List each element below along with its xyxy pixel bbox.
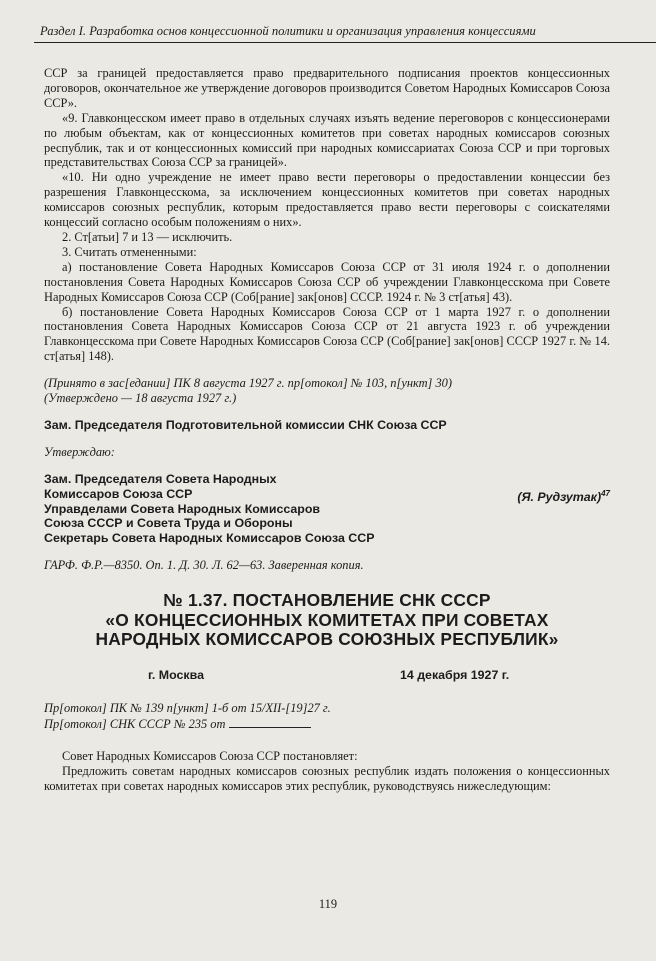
protocol-reference-2: [44, 716, 610, 732]
accepted-note: (Принято в зас[едании] ПК 8 августа 1927 г. пр[отокол] № 103, п[ункт] 30): [44, 376, 452, 391]
signature-line: Зам. Председателя Совета Народных: [44, 471, 277, 486]
paragraph: 3. Считать отмененными:: [62, 244, 197, 259]
deputy-prep-commission: Зам. Председателя Подготовительной комиссии СНК Союза ССР: [44, 417, 447, 432]
signature-block: [44, 472, 610, 547]
approval-label: Утверждаю:: [44, 444, 115, 459]
protocol-reference: Пр[отокол] ПК № 139 п[ункт] 1-б от 15/XII-[19]27 г.: [44, 700, 331, 715]
page-number: 119: [318, 897, 338, 911]
signature-line: Секретарь Совета Народных Комиссаров Союза ССР: [44, 531, 375, 546]
place: г. Москва: [148, 667, 204, 682]
date: 14 декабря 1927 г.: [399, 667, 510, 682]
paragraph: «9. Главконцесском имеет право в отдельных случаях изъять ведение переговоров с концессионерами по любым объектам, как от концессионных комитетов при советах народных комиссаров союзных республик, так и от концессионных комиссий при народных комиссариатах Союза ССР и при торговых представительствах Союза ССР за границей».: [44, 110, 610, 170]
document-title-line: № 1.37. ПОСТАНОВЛЕНИЕ СНК СССР: [163, 590, 491, 611]
resolution-intro: Совет Народных Комиссаров Союза ССР постановляет:: [62, 749, 358, 764]
document-title-line: НАРОДНЫХ КОМИССАРОВ СОЮЗНЫХ РЕСПУБЛИК»: [95, 629, 559, 650]
resolution-text: Предложить советам народных комиссаров союзных республик издать положения о концессионных комитетах при советах народных комиссаров этих республик, руководствуясь нижеследующим:: [44, 764, 610, 794]
archive-reference: ГАРФ. Ф.Р.—8350. Оп. 1. Д. 30. Л. 62—63. Заверенная копия.: [44, 558, 364, 573]
document-title: [44, 591, 610, 650]
signatory-name: [517, 487, 610, 505]
signatory-name-text: (Я. Рудзутак): [517, 489, 602, 504]
paragraph: ССР за границей предоставляется право предварительного подписания проектов концессионных договоров, окончательное же утверждение договоров производится Советом Народных Комиссаров Союза ССР».: [44, 66, 610, 110]
protocol-reference-2-text: Пр[отокол] СНК СССР № 235 от: [44, 716, 226, 731]
paragraph: 2. Ст[атьи] 7 и 13 — исключить.: [62, 229, 233, 244]
signature-line: Союза СССР и Совета Труда и Обороны: [44, 516, 293, 531]
blank-underline: [229, 716, 311, 728]
signature-line: Управделами Совета Народных Комиссаров: [44, 501, 321, 516]
signature-line: Комиссаров Союза ССР: [44, 486, 193, 501]
running-head: Раздел I. Разработка основ концессионной политики и организация управления концессиями: [34, 20, 656, 43]
paragraph: а) постановление Совета Народных Комиссаров Союза ССР от 31 июля 1924 г. о дополнении постановления Совета Народных Комиссаров Союза ССР об учреждении Главконцесскома при Совете Народных Комиссаров Союза ССР (Соб[рание] зак[онов] СССР. 1924 г. № 3 ст[атья] 43).: [44, 259, 610, 304]
approved-note: (Утверждено — 18 августа 1927 г.): [44, 391, 237, 406]
document-title-line: «О КОНЦЕССИОННЫХ КОМИТЕТАХ ПРИ СОВЕТАХ: [105, 609, 549, 630]
paragraph: б) постановление Совета Народных Комиссаров Союза ССР от 1 марта 1927 г. о дополнении постановления Совета Народных Комиссаров Союза ССР от 21 августа 1923 г. об учреждении Главконцесскома при Совете Народных Комиссаров Союза ССР (Соб[рание] зак[онов] СССР 1927 г. № 14. ст[атья] 148).: [44, 304, 610, 364]
place-date-line: [44, 668, 610, 683]
paragraph: «10. Ни одно учреждение не имеет право вести переговоры о предоставлении концессии без разрешения Главконцесскома, за исключением концессионных комитетов при советах народных комиссаров союзных республик, которым предоставляется право вести переговоры с соискателями концессий согласно особым положениям о них».: [44, 170, 610, 230]
page-body: [44, 66, 610, 794]
footnote-ref: 47: [601, 488, 610, 498]
